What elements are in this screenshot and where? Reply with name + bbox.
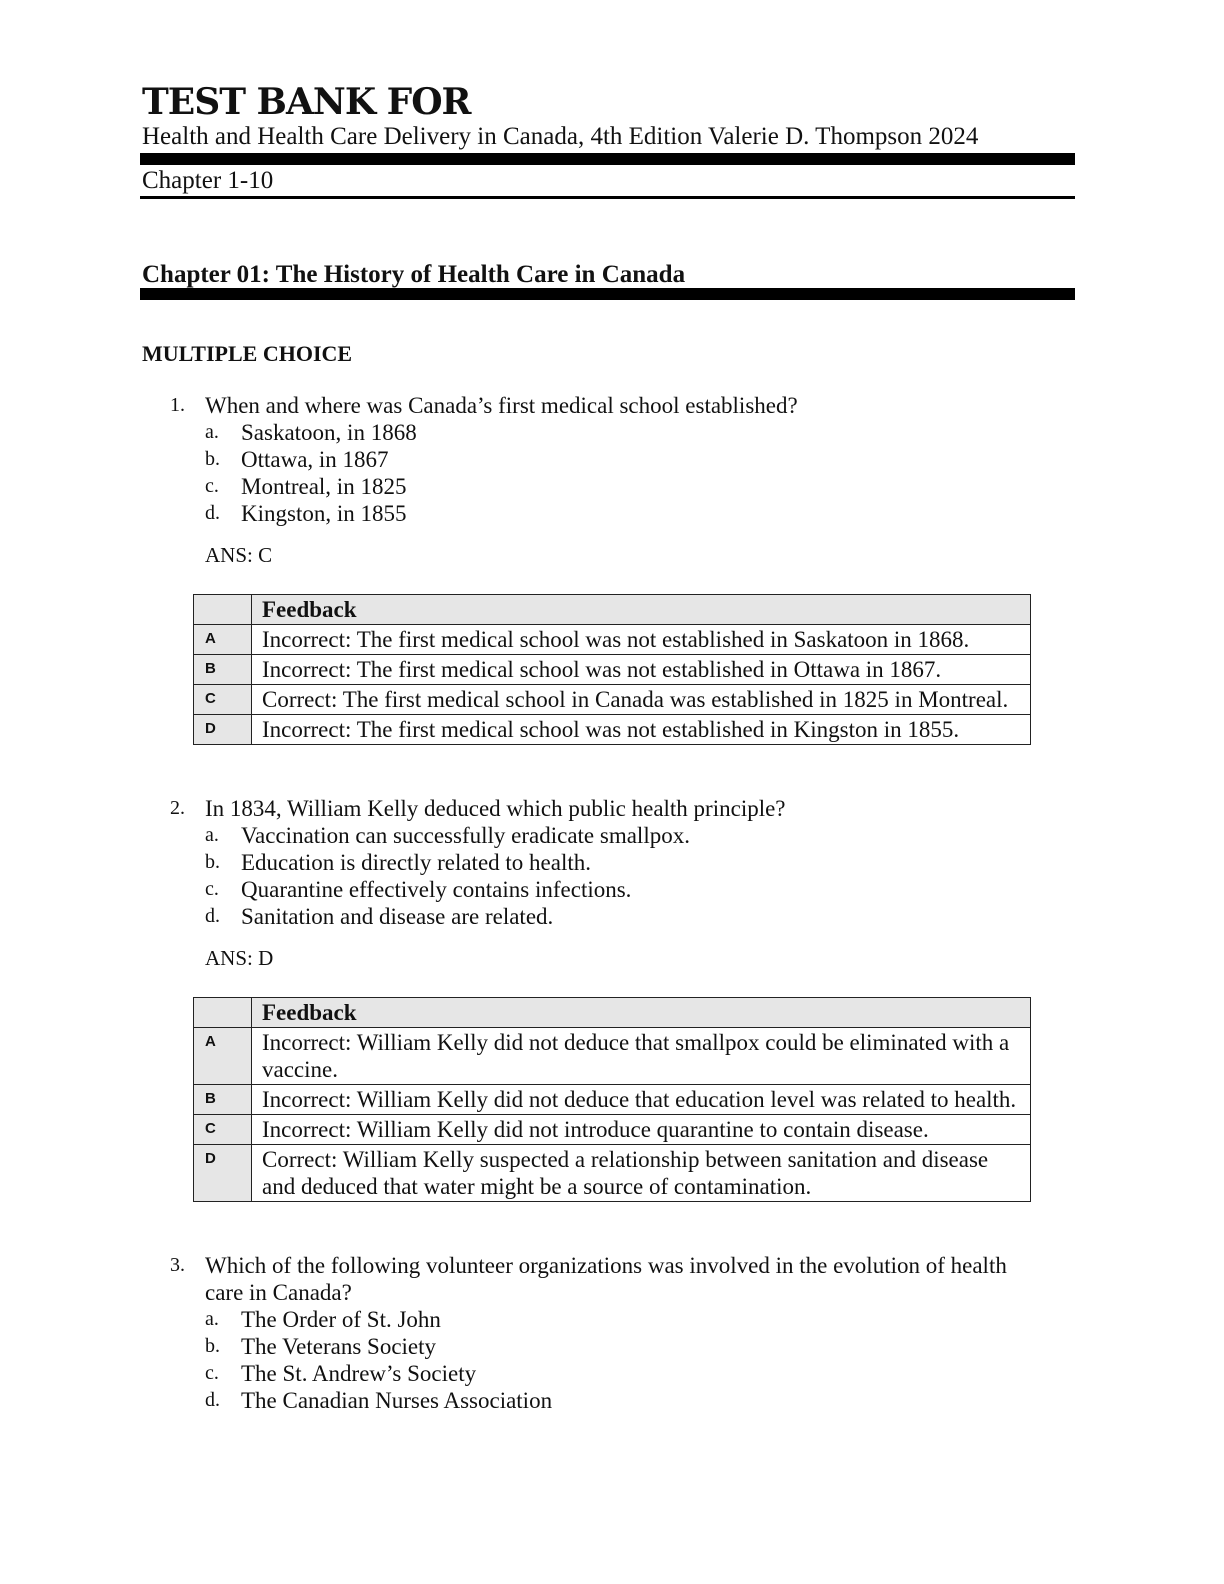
feedback-key: B [194,1085,252,1115]
feedback-key-header [194,998,252,1028]
option-letter: c. [205,1362,219,1384]
option-text: The Veterans Society [241,1334,437,1359]
question-number: 3. [170,1254,185,1276]
option-letter: d. [205,502,220,524]
feedback-row [194,685,1031,715]
feedback-table-1 [193,594,1031,745]
option-letter: d. [205,905,220,927]
question-number: 1. [170,394,185,416]
document-title: TEST BANK FOR [142,81,471,123]
option-text: Kingston, in 1855 [241,501,407,526]
option-letter: a. [205,1308,219,1330]
option-a [0,1306,1224,1333]
feedback-row [194,625,1031,655]
option-letter: d. [205,1389,220,1411]
feedback-row [194,715,1031,745]
option-c [0,876,1224,903]
feedback-text: Incorrect: The first medical school was not established in Ottawa in 1867. [252,655,1031,685]
option-letter: a. [205,421,219,443]
feedback-row [194,1028,1031,1085]
section-heading: MULTIPLE CHOICE [142,341,353,366]
feedback-header-row [194,595,1031,625]
feedback-text: Incorrect: The first medical school was not established in Saskatoon in 1868. [252,625,1031,655]
header-divider-thin [140,196,1075,199]
feedback-key: A [194,625,252,655]
option-letter: b. [205,851,220,873]
feedback-header: Feedback [252,595,1031,625]
option-text: Saskatoon, in 1868 [241,420,417,445]
option-letter: c. [205,475,219,497]
option-letter: b. [205,1335,220,1357]
option-c [0,473,1224,500]
document-subtitle: Health and Health Care Delivery in Canada, 4th Edition Valerie D. Thompson 2024 [142,123,979,150]
feedback-key: A [194,1028,252,1085]
option-text: The St. Andrew’s Society [241,1361,477,1386]
option-letter: a. [205,824,219,846]
feedback-text: Incorrect: William Kelly did not deduce that education level was related to health. [252,1085,1031,1115]
question-stem: When and where was Canada’s first medical school established? [205,393,798,418]
feedback-key: C [194,685,252,715]
answer-key: ANS: D [205,946,274,970]
option-d [0,1387,1224,1414]
chapter-range: Chapter 1-10 [142,167,274,194]
feedback-header: Feedback [252,998,1031,1028]
feedback-row [194,1115,1031,1145]
option-letter: c. [205,878,219,900]
option-d [0,500,1224,527]
question-stem: Which of the following volunteer organizations was involved in the evolution of health care in Canada? [205,1253,1007,1305]
feedback-key: B [194,655,252,685]
option-b [0,849,1224,876]
option-letter: b. [205,448,220,470]
option-text: Montreal, in 1825 [241,474,407,499]
feedback-key: C [194,1115,252,1145]
option-text: Education is directly related to health. [241,850,591,875]
feedback-text: Incorrect: The first medical school was not established in Kingston in 1855. [252,715,1031,745]
option-b [0,1333,1224,1360]
header-divider-thick [140,153,1075,165]
answer-key: ANS: C [205,543,273,567]
feedback-row [194,1085,1031,1115]
feedback-key: D [194,715,252,745]
option-text: The Canadian Nurses Association [241,1388,553,1413]
feedback-text: Correct: William Kelly suspected a relationship between sanitation and disease and deduced that water might be a source of contamination. [252,1145,1031,1202]
chapter-divider [140,288,1075,300]
option-b [0,446,1224,473]
chapter-heading: Chapter 01: The History of Health Care in Canada [142,261,686,288]
feedback-text: Incorrect: William Kelly did not deduce that smallpox could be eliminated with a vaccine. [252,1028,1031,1085]
option-text: Vaccination can successfully eradicate smallpox. [241,823,690,848]
feedback-header-row [194,998,1031,1028]
option-c [0,1360,1224,1387]
question-number: 2. [170,797,185,819]
feedback-table-2 [193,997,1031,1202]
option-a [0,822,1224,849]
feedback-row [194,1145,1031,1202]
option-text: The Order of St. John [241,1307,441,1332]
feedback-text: Correct: The first medical school in Canada was established in 1825 in Montreal. [252,685,1031,715]
option-text: Ottawa, in 1867 [241,447,389,472]
feedback-row [194,655,1031,685]
feedback-key-header [194,595,252,625]
option-text: Quarantine effectively contains infections. [241,877,632,902]
option-text: Sanitation and disease are related. [241,904,554,929]
feedback-text: Incorrect: William Kelly did not introduce quarantine to contain disease. [252,1115,1031,1145]
question-stem: In 1834, William Kelly deduced which public health principle? [205,796,786,821]
feedback-key: D [194,1145,252,1202]
option-d [0,903,1224,930]
option-a [0,419,1224,446]
